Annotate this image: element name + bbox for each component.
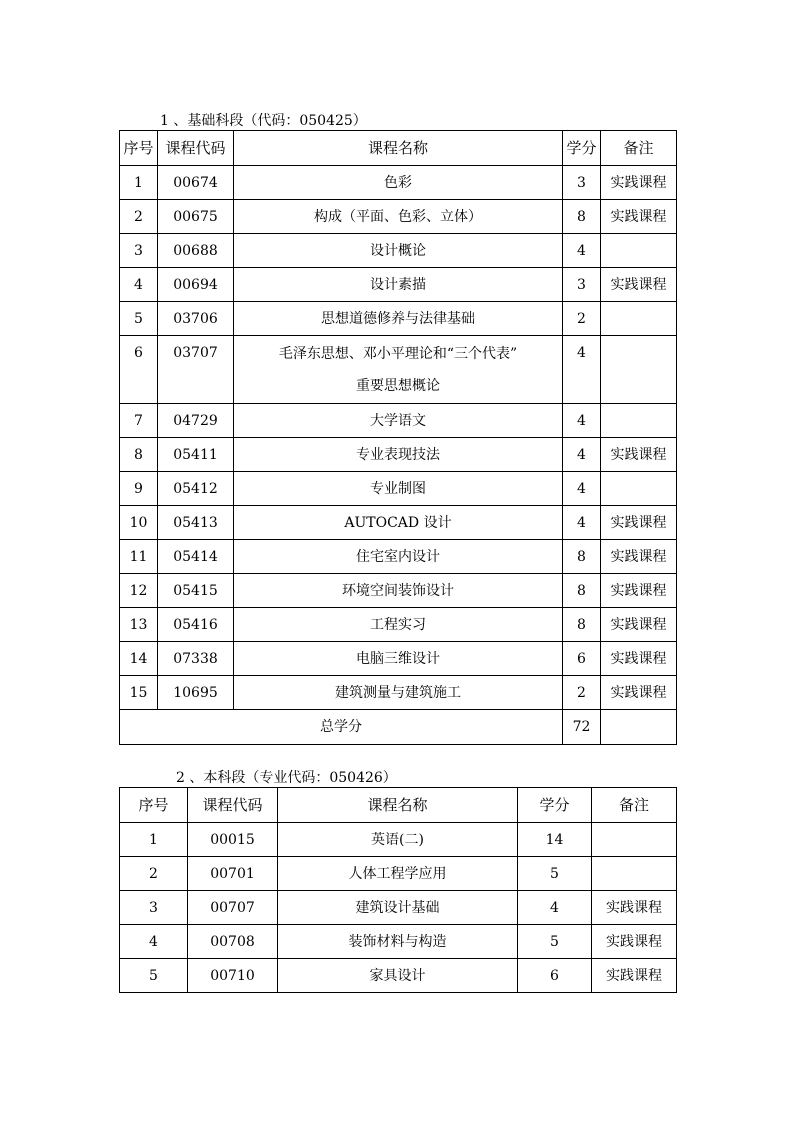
header-no: 序号 [120, 131, 158, 166]
row-credit: 14 [518, 823, 592, 857]
row-note: 实践课程 [601, 608, 677, 642]
row-name: 电脑三维设计 [234, 642, 563, 676]
row-no: 14 [120, 642, 158, 676]
row-code: 00708 [188, 925, 278, 959]
row-no: 6 [120, 336, 158, 404]
row-no: 10 [120, 506, 158, 540]
header-credit: 学分 [563, 131, 601, 166]
table-row [120, 959, 677, 993]
row-no: 5 [120, 959, 188, 993]
row-no: 5 [120, 302, 158, 336]
row-credit: 6 [518, 959, 592, 993]
row-name: 专业表现技法 [234, 438, 563, 472]
row-name: AUTOCAD 设计 [234, 506, 563, 540]
row-credit: 4 [563, 472, 601, 506]
row-credit: 8 [563, 200, 601, 234]
row-name: 思想道德修养与法律基础 [234, 302, 563, 336]
row-note [601, 234, 677, 268]
row-name: 色彩 [234, 166, 563, 200]
row-name: 大学语文 [234, 404, 563, 438]
row-note: 实践课程 [601, 676, 677, 710]
row-code: 00675 [158, 200, 234, 234]
table-row [120, 404, 677, 438]
row-no: 1 [120, 166, 158, 200]
row-name: 构成（平面、色彩、立体） [234, 200, 563, 234]
row-note [601, 302, 677, 336]
row-code: 00688 [158, 234, 234, 268]
row-note: 实践课程 [601, 268, 677, 302]
table-row [120, 234, 677, 268]
table-header-row [120, 131, 677, 166]
header-name: 课程名称 [234, 131, 563, 166]
table-row [120, 642, 677, 676]
row-credit: 4 [563, 234, 601, 268]
row-code: 03707 [158, 336, 234, 404]
row-name: 英语(二) [278, 823, 518, 857]
table-row [120, 857, 677, 891]
row-name: 建筑测量与建筑施工 [234, 676, 563, 710]
row-code: 00694 [158, 268, 234, 302]
section1-heading: 1 、基础科段（代码：050425） [160, 113, 367, 129]
row-code: 00707 [188, 891, 278, 925]
row-code: 05415 [158, 574, 234, 608]
header-note: 备注 [601, 131, 677, 166]
row-note: 实践课程 [592, 925, 677, 959]
row-credit: 8 [563, 608, 601, 642]
table-row [120, 302, 677, 336]
row-no: 1 [120, 823, 188, 857]
row-note: 实践课程 [592, 891, 677, 925]
row-credit: 3 [563, 166, 601, 200]
row-code: 05411 [158, 438, 234, 472]
row-credit: 4 [563, 438, 601, 472]
row-code: 04729 [158, 404, 234, 438]
section1-course-table [119, 130, 677, 745]
row-note: 实践课程 [601, 166, 677, 200]
row-name: 人体工程学应用 [278, 857, 518, 891]
table-row [120, 823, 677, 857]
table-row [120, 268, 677, 302]
table-row [120, 506, 677, 540]
header-note: 备注 [592, 788, 677, 823]
total-label: 总学分 [120, 710, 563, 745]
row-no: 9 [120, 472, 158, 506]
section2-course-table [119, 787, 677, 993]
table-row [120, 676, 677, 710]
table-row [120, 608, 677, 642]
header-no: 序号 [120, 788, 188, 823]
row-name-line1: 毛泽东思想、邓小平理论和“三个代表” [278, 345, 518, 362]
row-credit: 5 [518, 925, 592, 959]
row-no: 2 [120, 200, 158, 234]
table-row [120, 438, 677, 472]
row-note [601, 336, 677, 404]
row-name: 家具设计 [278, 959, 518, 993]
row-note: 实践课程 [601, 540, 677, 574]
row-name: 设计概论 [234, 234, 563, 268]
total-row [120, 710, 677, 745]
row-credit: 2 [563, 302, 601, 336]
row-note: 实践课程 [592, 959, 677, 993]
row-note: 实践课程 [601, 574, 677, 608]
row-code: 05412 [158, 472, 234, 506]
row-no: 7 [120, 404, 158, 438]
row-note: 实践课程 [601, 506, 677, 540]
row-credit: 4 [563, 336, 601, 404]
row-code: 07338 [158, 642, 234, 676]
table-row [120, 336, 677, 404]
row-note: 实践课程 [601, 642, 677, 676]
header-code: 课程代码 [188, 788, 278, 823]
section2-heading: 2 、本科段（专业代码：050426） [176, 770, 397, 786]
total-note [601, 710, 677, 745]
row-code: 05416 [158, 608, 234, 642]
row-note [592, 857, 677, 891]
row-no: 4 [120, 268, 158, 302]
row-code: 00701 [188, 857, 278, 891]
row-code: 10695 [158, 676, 234, 710]
row-credit: 4 [563, 404, 601, 438]
row-no: 11 [120, 540, 158, 574]
table-row [120, 200, 677, 234]
row-no: 3 [120, 891, 188, 925]
table-row [120, 574, 677, 608]
row-note [601, 472, 677, 506]
row-credit: 8 [563, 574, 601, 608]
row-name-line2: 重要思想概论 [356, 377, 440, 394]
row-code: 05413 [158, 506, 234, 540]
table-row [120, 925, 677, 959]
total-value: 72 [563, 710, 601, 745]
row-code: 00015 [188, 823, 278, 857]
row-name: 建筑设计基础 [278, 891, 518, 925]
row-credit: 3 [563, 268, 601, 302]
table-row [120, 472, 677, 506]
table-row [120, 540, 677, 574]
row-credit: 4 [563, 506, 601, 540]
row-no: 2 [120, 857, 188, 891]
row-name: 装饰材料与构造 [278, 925, 518, 959]
row-no: 8 [120, 438, 158, 472]
row-name: 住宅室内设计 [234, 540, 563, 574]
row-no: 13 [120, 608, 158, 642]
row-no: 12 [120, 574, 158, 608]
row-name: 专业制图 [234, 472, 563, 506]
row-code: 05414 [158, 540, 234, 574]
row-credit: 5 [518, 857, 592, 891]
row-note [592, 823, 677, 857]
header-name: 课程名称 [278, 788, 518, 823]
header-code: 课程代码 [158, 131, 234, 166]
row-no: 15 [120, 676, 158, 710]
row-credit: 2 [563, 676, 601, 710]
row-credit: 8 [563, 540, 601, 574]
table-row [120, 166, 677, 200]
row-note: 实践课程 [601, 200, 677, 234]
table-header-row [120, 788, 677, 823]
row-name: 环境空间装饰设计 [234, 574, 563, 608]
row-code: 00710 [188, 959, 278, 993]
row-no: 4 [120, 925, 188, 959]
row-name: 工程实习 [234, 608, 563, 642]
row-no: 3 [120, 234, 158, 268]
row-name: 设计素描 [234, 268, 563, 302]
row-note [601, 404, 677, 438]
table-row [120, 891, 677, 925]
row-credit: 6 [563, 642, 601, 676]
row-credit: 4 [518, 891, 592, 925]
header-credit: 学分 [518, 788, 592, 823]
row-code: 03706 [158, 302, 234, 336]
row-code: 00674 [158, 166, 234, 200]
row-note: 实践课程 [601, 438, 677, 472]
row-name [234, 336, 563, 404]
